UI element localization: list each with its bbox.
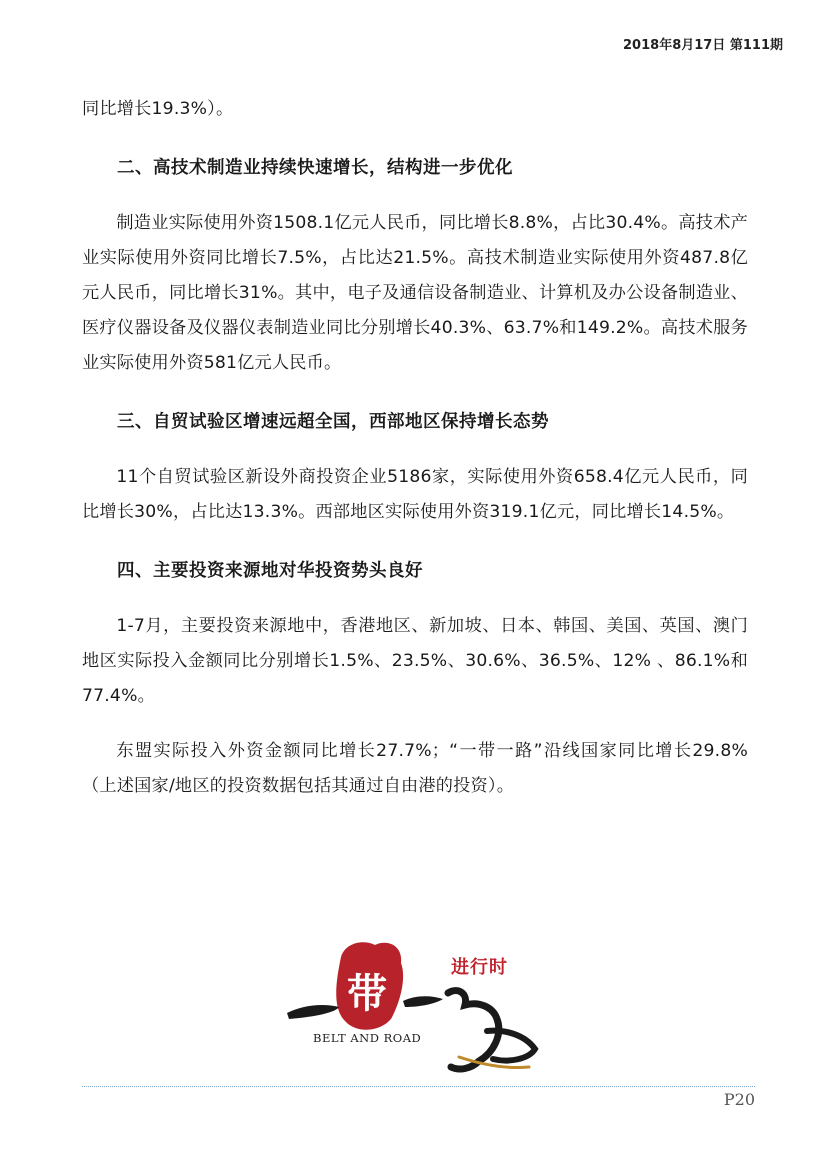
paragraph-free-trade-zones: 11个自贸试验区新设外商投资企业5186家，实际使用外资658.4亿元人民币，同比增长30%，占比达13.3%。西部地区实际使用外资319.1亿元，同比增长14.5%。 <box>82 467 748 522</box>
paragraph-asean: 东盟实际投入外资金额同比增长27.7%；“一带一路”沿线国家同比增长29.8%（上述国家/地区的投资数据包括其通过自由港的投资）。 <box>82 741 748 796</box>
paragraph-manufacturing: 制造业实际使用外资1508.1亿元人民币，同比增长8.8%，占比30.4%。高技术产业实际使用外资同比增长7.5%，占比达21.5%。高技术制造业实际使用外资487.8亿元人民币，同比增长31%。其中，电子及通信设备制造业、计算机及办公设备制造业、医疗仪器设备及仪器仪表制造业同比分别增长40.3%、63.7%和149.2%。高技术服务业实际使用外资581亿元人民币。 <box>82 213 748 373</box>
page-number: P20 <box>723 1090 755 1109</box>
article-body <box>82 92 748 804</box>
belt-and-road-logo <box>283 935 553 1085</box>
footer-divider <box>82 1086 755 1087</box>
section-heading-4: 四、主要投资来源地对华投资势头良好 <box>117 561 423 581</box>
svg-text:带: 带 <box>347 970 387 1017</box>
section-heading-2: 二、高技术制造业持续快速增长，结构进一步优化 <box>117 158 513 178</box>
logo-tagline: 进行时 <box>451 957 508 978</box>
logo-english: BELT AND ROAD <box>313 1031 422 1045</box>
belt-and-road-logo-graphic <box>283 935 553 1085</box>
paragraph-investment-sources: 1-7月，主要投资来源地中，香港地区、新加坡、日本、韩国、美国、英国、澳门地区实际投入金额同比分别增长1.5%、23.5%、30.6%、36.5%、12% 、86.1%和77.4%。 <box>82 616 748 706</box>
section-heading-3: 三、自贸试验区增速远超全国，西部地区保持增长态势 <box>117 412 549 432</box>
paragraph-continuation: 同比增长19.3%）。 <box>82 99 234 119</box>
issue-date: 2018年8月17日 第111期 <box>623 38 783 53</box>
